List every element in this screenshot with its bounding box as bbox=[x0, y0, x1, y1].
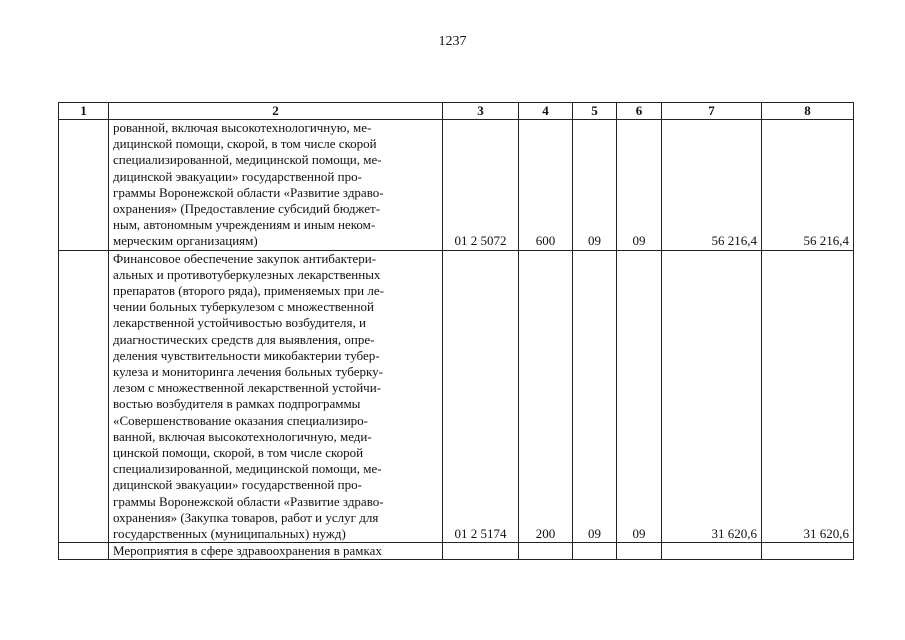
amount-col-8: 31 620,6 bbox=[762, 250, 854, 543]
header-col-1: 1 bbox=[59, 103, 109, 120]
description-line: Финансовое обеспечение закупок антибактери- bbox=[113, 250, 377, 266]
description-line: деления чувствительности микобактерии тубер- bbox=[113, 347, 380, 363]
description-line: диагностических средств для выявления, опре- bbox=[113, 331, 375, 347]
table-header-row bbox=[59, 103, 854, 120]
description-line: граммы Воронежской области «Развитие здраво- bbox=[113, 184, 384, 200]
description-line: ным, автономным учреждениям и иным неком- bbox=[113, 217, 376, 233]
header-col-5: 5 bbox=[573, 103, 617, 120]
header-col-7: 7 bbox=[662, 103, 762, 120]
description-line: препаратов (второго ряда), применяемых при ле- bbox=[113, 283, 384, 299]
row-index-cell bbox=[59, 543, 109, 560]
subsection-code: 09 bbox=[617, 250, 662, 543]
description-line: государственных (муниципальных) нужд) bbox=[113, 526, 346, 542]
target-article-code bbox=[443, 543, 519, 560]
section-code: 09 bbox=[573, 250, 617, 543]
amount-col-8: 56 216,4 bbox=[762, 120, 854, 251]
amount-col-8 bbox=[762, 543, 854, 560]
description-line: мерческим организациям) bbox=[113, 233, 258, 249]
target-article-code: 01 2 5174 bbox=[443, 250, 519, 543]
description-line: кулеза и мониторинга лечения больных туберку- bbox=[113, 364, 383, 380]
description-line: чении больных туберкулезом с множественной bbox=[113, 299, 374, 315]
section-code bbox=[573, 543, 617, 560]
header-col-2: 2 bbox=[109, 103, 443, 120]
description-line: востью возбудителя в рамках подпрограммы bbox=[113, 396, 361, 412]
description-line: специализированной, медицинской помощи, ме- bbox=[113, 461, 382, 477]
header-col-6: 6 bbox=[617, 103, 662, 120]
description-line: граммы Воронежской области «Развитие здраво- bbox=[113, 493, 384, 509]
description-line: дицинской эвакуации» государственной про- bbox=[113, 168, 362, 184]
table-row bbox=[59, 120, 854, 251]
description-line: лекарственной устойчивостью возбудителя, и bbox=[113, 315, 366, 331]
description-line: рованной, включая высокотехнологичную, ме- bbox=[113, 120, 372, 135]
expense-type-code bbox=[519, 543, 573, 560]
description-line: охранения» (Предоставление субсидий бюджет- bbox=[113, 201, 381, 217]
target-article-code: 01 2 5072 bbox=[443, 120, 519, 251]
row-index-cell bbox=[59, 250, 109, 543]
description-line: Мероприятия в сфере здравоохранения в рамках bbox=[113, 543, 382, 559]
amount-col-7: 31 620,6 bbox=[662, 250, 762, 543]
description-line: дицинской помощи, скорой, в том числе скорой bbox=[113, 136, 377, 152]
description-cell bbox=[109, 120, 443, 251]
table-row bbox=[59, 543, 854, 560]
amount-col-7: 56 216,4 bbox=[662, 120, 762, 251]
subsection-code bbox=[617, 543, 662, 560]
description-line: специализированной, медицинской помощи, ме- bbox=[113, 152, 382, 168]
amount-col-7 bbox=[662, 543, 762, 560]
section-code: 09 bbox=[573, 120, 617, 251]
description-line: лезом с множественной лекарственной устойчи- bbox=[113, 380, 382, 396]
subsection-code: 09 bbox=[617, 120, 662, 251]
row-index-cell bbox=[59, 120, 109, 251]
header-col-3: 3 bbox=[443, 103, 519, 120]
header-col-4: 4 bbox=[519, 103, 573, 120]
description-line: альных и противотуберкулезных лекарственных bbox=[113, 266, 381, 282]
description-cell bbox=[109, 250, 443, 543]
budget-table bbox=[58, 102, 854, 560]
description-line: цинской помощи, скорой, в том числе скорой bbox=[113, 445, 364, 461]
description-cell bbox=[109, 543, 443, 560]
description-line: дицинской эвакуации» государственной про- bbox=[113, 477, 362, 493]
page-number: 1237 bbox=[438, 34, 467, 49]
table-row bbox=[59, 250, 854, 543]
expense-type-code: 200 bbox=[519, 250, 573, 543]
header-col-8: 8 bbox=[762, 103, 854, 120]
description-line: «Совершенствование оказания специализиро- bbox=[113, 412, 369, 428]
expense-type-code: 600 bbox=[519, 120, 573, 251]
description-line: ванной, включая высокотехнологичную, меди- bbox=[113, 428, 372, 444]
description-line: охранения» (Закупка товаров, работ и услуг для bbox=[113, 509, 379, 525]
